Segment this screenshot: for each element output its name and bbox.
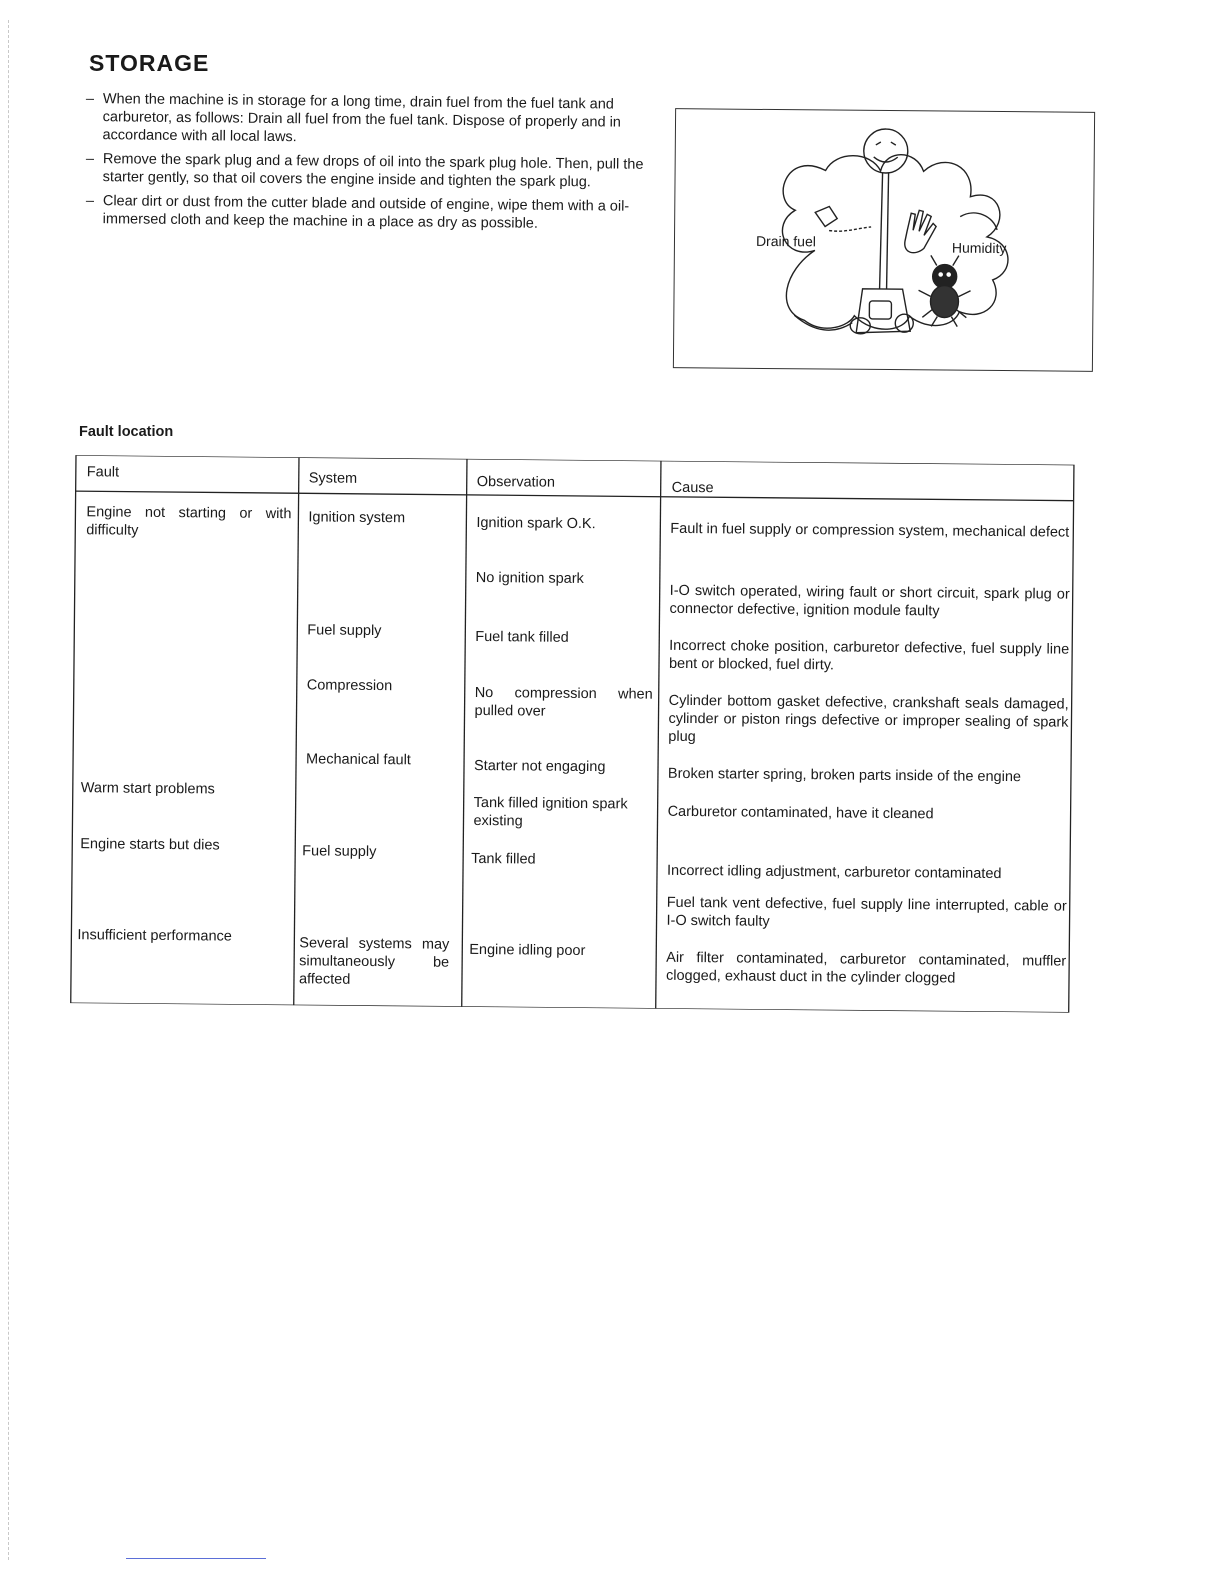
observation-cell: Ignition spark O.K. — [476, 514, 596, 533]
system-cell: Fuel supply — [302, 843, 377, 861]
observation-cell: Tank filled ignition spark existing — [473, 794, 628, 830]
fault-location-heading: Fault location — [79, 424, 174, 440]
cause-cell: Cylinder bottom gasket defective, crankshaft seals damaged, cylinder or piston rings defective or improper sealing of spark plug — [668, 692, 1069, 746]
bottom-rule — [126, 1558, 266, 1559]
cause-cell: Fuel tank vent defective, fuel supply line interrupted, cable or I-O switch faulty — [666, 894, 1067, 930]
storage-item — [86, 150, 656, 192]
storage-illustration — [673, 108, 1095, 372]
storage-item — [85, 90, 656, 150]
system-cell: Several systems may simultaneously be affected — [298, 935, 450, 988]
cause-cell: Air filter contaminated, carburetor contaminated, muffler clogged, exhaust duct in the cylinder clogged — [665, 949, 1067, 987]
system-cell: Compression — [306, 677, 393, 695]
page-title: STORAGE — [89, 50, 210, 76]
bug-icon — [918, 255, 971, 326]
cause-cell: I-O switch operated, wiring fault or short circuit, spark plug or connector defective, ignition module faulty — [669, 582, 1070, 620]
header-fault: Fault — [86, 464, 120, 481]
smiley-face — [864, 129, 908, 173]
drain-fuel-label: Drain fuel — [755, 232, 816, 250]
system-cell: Mechanical fault — [306, 751, 411, 769]
observation-cell: No compression when pulled over — [474, 684, 653, 720]
cause-cell: Fault in fuel supply or compression system, mechanical defect — [670, 520, 1070, 541]
observation-cell: Starter not engaging — [473, 757, 606, 776]
cause-cell: Incorrect idling adjustment, carburetor contaminated — [666, 862, 1002, 883]
scan-edge — [8, 20, 10, 1560]
hand-icon — [905, 210, 937, 253]
cause-cell: Incorrect choke position, carburetor defective, fuel supply line bent or blocked, fuel dirty. — [668, 637, 1070, 674]
storage-item — [86, 192, 656, 234]
humidity-label: Humidity — [951, 239, 1007, 257]
bullet-dash: – — [85, 192, 95, 210]
storage-item-text: Clear dirt or dust from the cutter blade and outside of engine, wipe them with a oil-immersed cloth and keep the machine in a place as dry as possible. — [102, 193, 630, 232]
fault-cell: Engine starts but dies — [80, 836, 220, 854]
storage-item-text: When the machine is in storage for a long time, drain fuel from the fuel tank and carburetor, as follows: Drain all fuel from the fuel tank. Dispose of properly and in accordance with all local laws. — [102, 91, 622, 146]
header-observation: Observation — [476, 473, 556, 491]
cause-cell: Carburetor contaminated, have it cleaned — [667, 803, 934, 823]
bullet-dash: – — [85, 90, 95, 108]
header-system: System — [308, 470, 358, 487]
fault-table — [59, 455, 1080, 1013]
engine-body — [856, 289, 910, 333]
observation-cell: No ignition spark — [475, 569, 584, 587]
header-cause: Cause — [671, 479, 714, 497]
observation-cell: Fuel tank filled — [475, 628, 569, 646]
system-cell: Ignition system — [308, 509, 406, 527]
storage-illustration-drawing — [674, 109, 1094, 371]
fault-cell: Engine not starting or with difficulty — [86, 504, 292, 539]
observation-cell: Tank filled — [471, 850, 536, 868]
storage-item-text: Remove the spark plug and a few drops of oil into the spark plug hole. Then, pull the starter gently, so that oil covers the engine inside and tighten the spark plug. — [102, 151, 644, 191]
system-cell: Fuel supply — [307, 622, 382, 640]
cause-cell: Broken starter spring, broken parts inside of the engine — [667, 765, 1022, 786]
bullet-dash: – — [85, 150, 95, 168]
fault-cell: Warm start problems — [80, 780, 215, 798]
trimmer-shaft — [880, 173, 883, 289]
observation-cell: Engine idling poor — [469, 941, 586, 960]
fault-cell: Insufficient performance — [77, 927, 232, 945]
storage-instructions — [86, 90, 656, 234]
fuel-can — [815, 206, 837, 226]
